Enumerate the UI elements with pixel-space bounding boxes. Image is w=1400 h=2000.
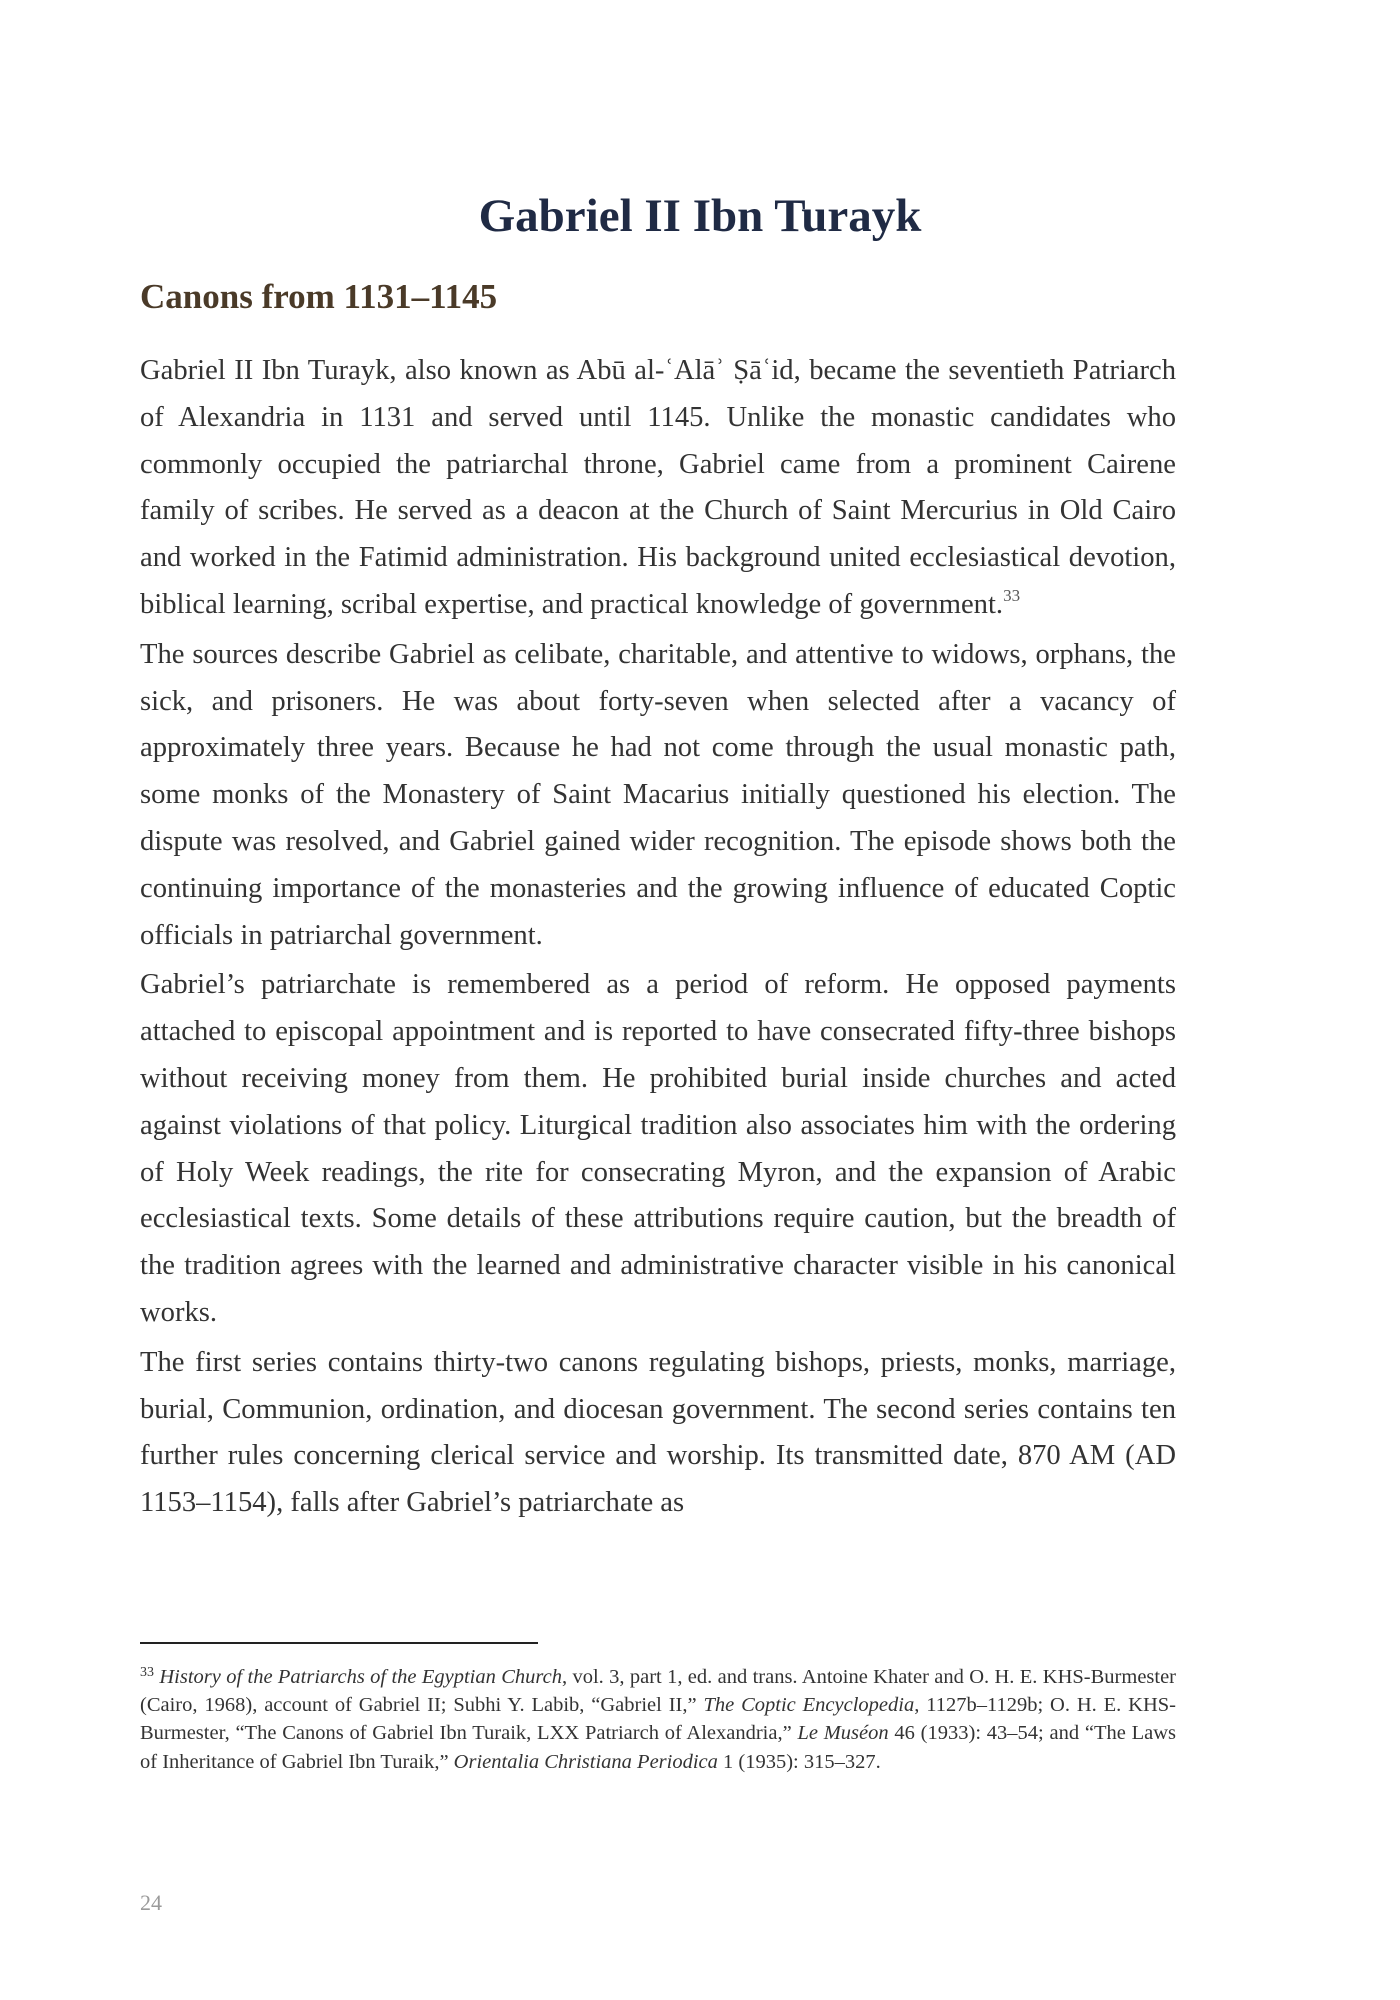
paragraph-2: The sources describe Gabriel as celibate, charitable, and attentive to widows, orphans, the sick, and prisoners. He was about forty-seven when selected after a vacancy of approximately three years. Because he had not come through the usual monastic path, some monks of the Monastery of Saint Macarius initially questioned his election. The dispute was resolved, and Gabriel gained wider recognition. The episode shows both the continuing importance of the monasteries and the growing influence of educated Coptic officials in patriarchal government.	[140, 638, 1176, 951]
page-title: Gabriel II Ibn Turayk	[478, 190, 922, 242]
paragraph-4: The first series contains thirty-two canons regulating bishops, priests, monks, marriage, burial, Communion, ordination, and diocesan government. The second series contains ten further rules concerning clerical service and worship. Its transmitted date, 870 AM (AD 1153–1154), falls after Gabriel’s patriarchate as	[140, 1346, 1176, 1519]
footnote-text-2: , 1127b–1129b; O. H. E. KHS-Burmester, “The Canons of Gabriel Ibn Turaik, LXX Patriarch of Alexandria,”	[140, 1694, 1176, 1745]
paragraph-3: Gabriel’s patriarchate is remembered as a period of reform. He opposed payments attached to episcopal appointment and is reported to have consecrated fifty-three bishops without receiving money from them. He prohibited burial inside churches and acted against violations of that policy. Liturgical tradition also associates him with the ordering of Holy Week readings, the rite for consecrating Myron, and the expansion of Arabic ecclesiastical texts. Some details of these attributions require caution, but the breadth of the tradition agrees with the learned and administrative character visible in his canonical works.	[140, 969, 1176, 1328]
footnote-title-2: The Coptic Encyclopedia	[703, 1694, 915, 1717]
footnote-title-4: Orientalia Christiana Periodica	[453, 1750, 718, 1773]
footnote-text-4: 1 (1935): 315–327.	[717, 1750, 881, 1773]
body-text	[140, 348, 1176, 1530]
paragraph-1-text: Gabriel II Ibn Turayk, also known as Abū al-ʿAlāʾ Ṣāʿid, became the seventieth Patriarch of Alexandria in 1131 and served until 1145. Unlike the monastic candidates who commonly occupied the patriarchal throne, Gabriel came from a prominent Cairene family of scribes. He served as a deacon at the Church of Saint Mercurius in Old Cairo and worked in the Fatimid administration. His background united ecclesiastical devotion, biblical learning, scribal expertise, and practical knowledge of government.	[140, 355, 1176, 620]
paragraph-1	[140, 348, 1176, 629]
footnote-text-1: , vol. 3, part 1, ed. and trans. Antoine Khater and O. H. E. KHS-Burmester (Cairo, 1968), account of Gabriel II; Subhi Y. Labib, “Gabriel II,”	[140, 1666, 1177, 1717]
page-number: 24	[140, 1890, 162, 1915]
footnote-title-1: History of the Patriarchs of the Egyptian Church	[159, 1666, 562, 1688]
footnote	[140, 1663, 1176, 1776]
footnote-title-3: Le Muséon	[797, 1722, 889, 1745]
footnote-ref[interactable]: 33	[1003, 585, 1021, 605]
footnote-divider	[140, 1642, 538, 1644]
footnote-text-3: 46 (1933): 43–54; and “The Laws of Inheritance of Gabriel Ibn Turaik,”	[140, 1722, 1176, 1773]
footnote-number: 33	[140, 1665, 154, 1680]
section-heading: Canons from 1131–1145	[140, 277, 498, 316]
